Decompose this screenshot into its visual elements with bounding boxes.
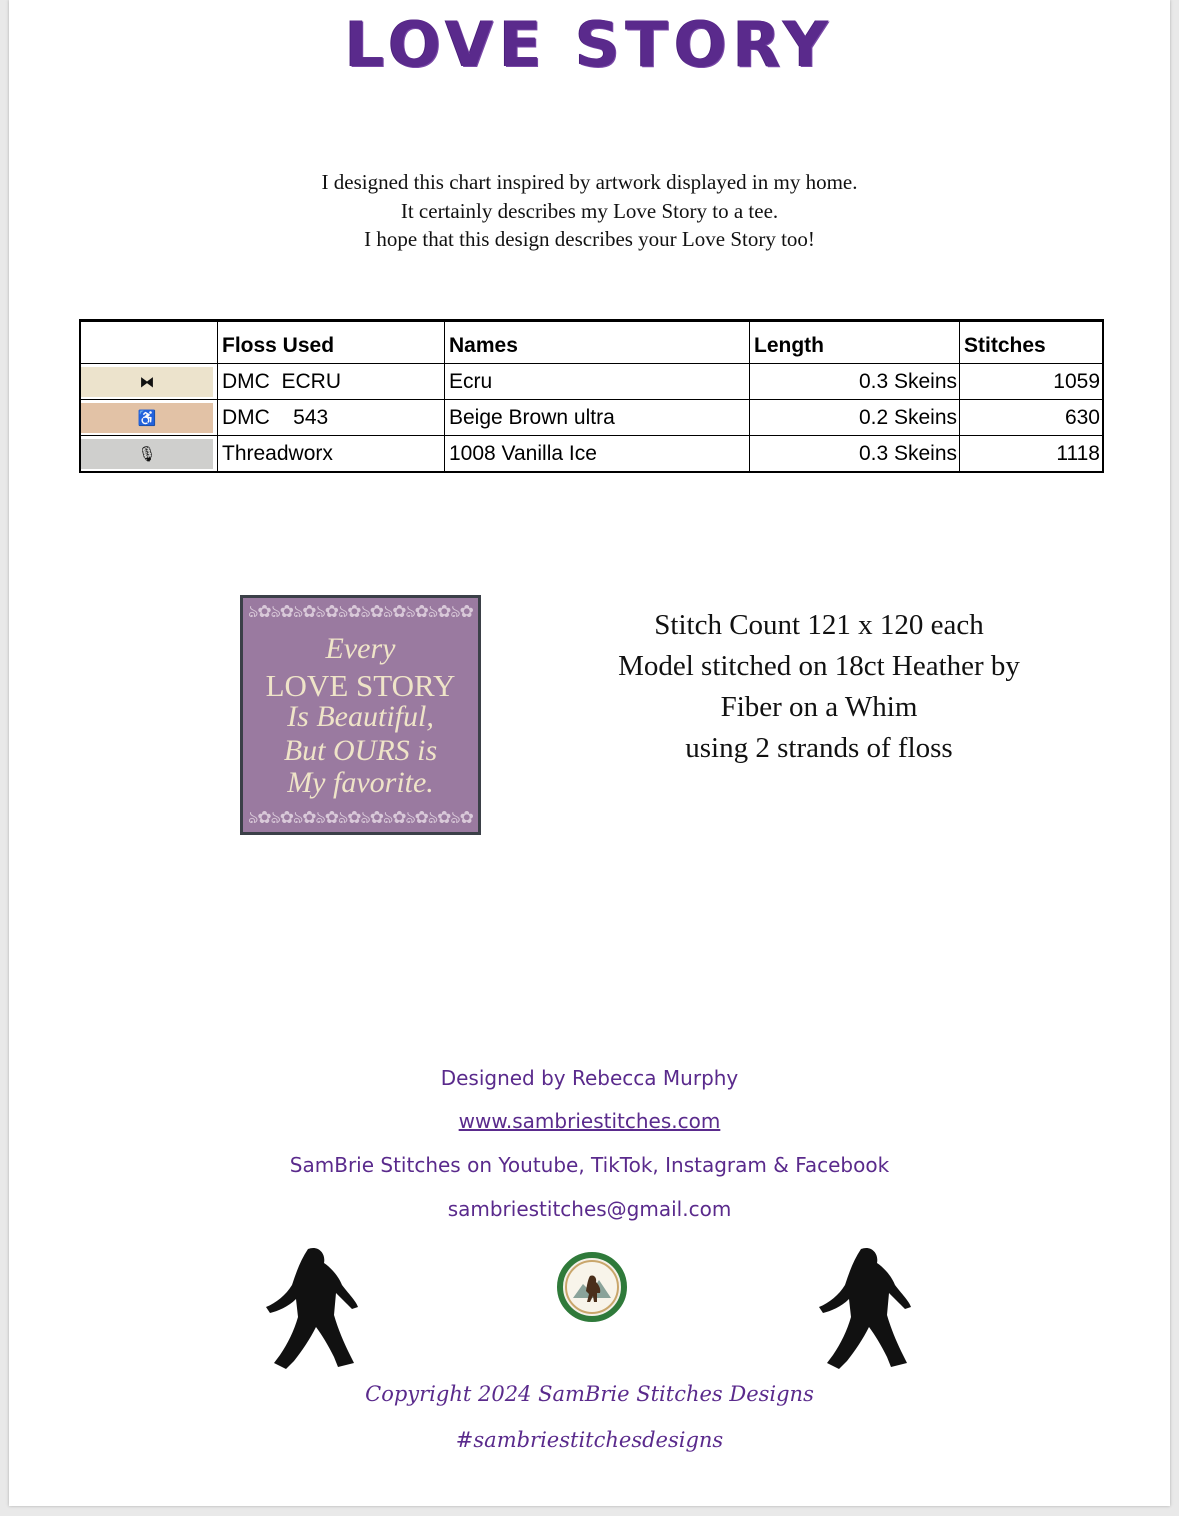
- header-length: Length: [750, 321, 960, 364]
- intro-line: I hope that this design describes your Love Story too!: [364, 227, 815, 251]
- stitches-cell: 1118: [960, 436, 1104, 473]
- social-line: SamBrie Stitches on Youtube, TikTok, Instagram & Facebook: [289, 1153, 890, 1177]
- header-stitches: Stitches: [960, 321, 1104, 364]
- copyright-text: Copyright 2024 SamBrie Stitches Designs: [365, 1382, 814, 1406]
- hashtag-text: #sambriestitchesdesigns: [455, 1428, 724, 1452]
- preview-line: My favorite.: [287, 766, 434, 799]
- floss-cell: Threadworx: [218, 436, 445, 473]
- table-header-row: [80, 321, 1103, 364]
- floss-swatch: [81, 403, 213, 433]
- name-cell: 1008 Vanilla Ice: [445, 436, 750, 473]
- document-page: [9, 0, 1170, 1506]
- symbol-cell: [80, 436, 218, 473]
- header-names: Names: [445, 321, 750, 364]
- preview-line: LOVE STORY: [265, 668, 456, 703]
- designer-credit: Designed by Rebecca Murphy: [440, 1066, 739, 1090]
- stitch-info-line: Fiber on a Whim: [720, 691, 918, 723]
- bigfoot-left-icon: [264, 1245, 364, 1370]
- page-title: LOVE STORY: [344, 8, 835, 81]
- floss-cell: DMC ECRU: [218, 364, 445, 400]
- table-row: [80, 400, 1103, 436]
- stitch-info: [579, 605, 1059, 769]
- floss-symbol-icon: ♿: [137, 409, 157, 427]
- website-link[interactable]: www.sambriestitches.com: [458, 1109, 721, 1133]
- name-cell: Beige Brown ultra: [445, 400, 750, 436]
- preview-line: Every: [325, 632, 396, 665]
- scroll-border-bottom: ঌ✿ঌ✿ঌ✿ঌ✿ঌ✿ঌ✿ঌ✿ঌ✿ঌ✿ঌ✿: [248, 808, 473, 827]
- stitches-cell: 630: [960, 400, 1104, 436]
- length-cell: 0.3 Skeins: [750, 364, 960, 400]
- name-cell: Ecru: [445, 364, 750, 400]
- scroll-border-top: ঌ✿ঌ✿ঌ✿ঌ✿ঌ✿ঌ✿ঌ✿ঌ✿ঌ✿ঌ✿: [248, 602, 473, 621]
- table-row: [80, 436, 1103, 473]
- stitches-cell: 1059: [960, 364, 1104, 400]
- website-line: [9, 1109, 1170, 1133]
- bigfoot-right-icon: [817, 1245, 917, 1370]
- floss-symbol-icon: 🎙: [137, 445, 157, 463]
- floss-cell: DMC 543: [218, 400, 445, 436]
- table-row: [80, 364, 1103, 400]
- floss-swatch: [81, 367, 213, 397]
- stitch-info-line: Stitch Count 121 x 120 each: [654, 609, 984, 641]
- intro-line: It certainly describes my Love Story to a tee.: [400, 198, 779, 223]
- length-cell: 0.2 Skeins: [750, 400, 960, 436]
- stitch-info-line: using 2 strands of floss: [685, 732, 953, 764]
- symbol-cell: [80, 400, 218, 436]
- preview-line: But OURS is: [283, 734, 438, 767]
- length-cell: 0.3 Skeins: [750, 436, 960, 473]
- floss-table: [79, 319, 1104, 473]
- sambrie-logo-icon: [557, 1252, 627, 1322]
- preview-line: Is Beautiful,: [287, 700, 434, 733]
- email-line: sambriestitches@gmail.com: [447, 1197, 732, 1221]
- symbol-cell: [80, 364, 218, 400]
- intro-line: I designed this chart inspired by artwork displayed in my home.: [321, 170, 858, 194]
- stitch-info-line: Model stitched on 18ct Heather by: [618, 650, 1020, 682]
- intro-text: [9, 168, 1170, 254]
- header-floss-used: Floss Used: [218, 321, 445, 364]
- header-symbol: [80, 321, 218, 364]
- floss-swatch: [81, 439, 213, 469]
- floss-symbol-icon: ⧓: [139, 373, 155, 391]
- pattern-preview-image: [240, 595, 481, 835]
